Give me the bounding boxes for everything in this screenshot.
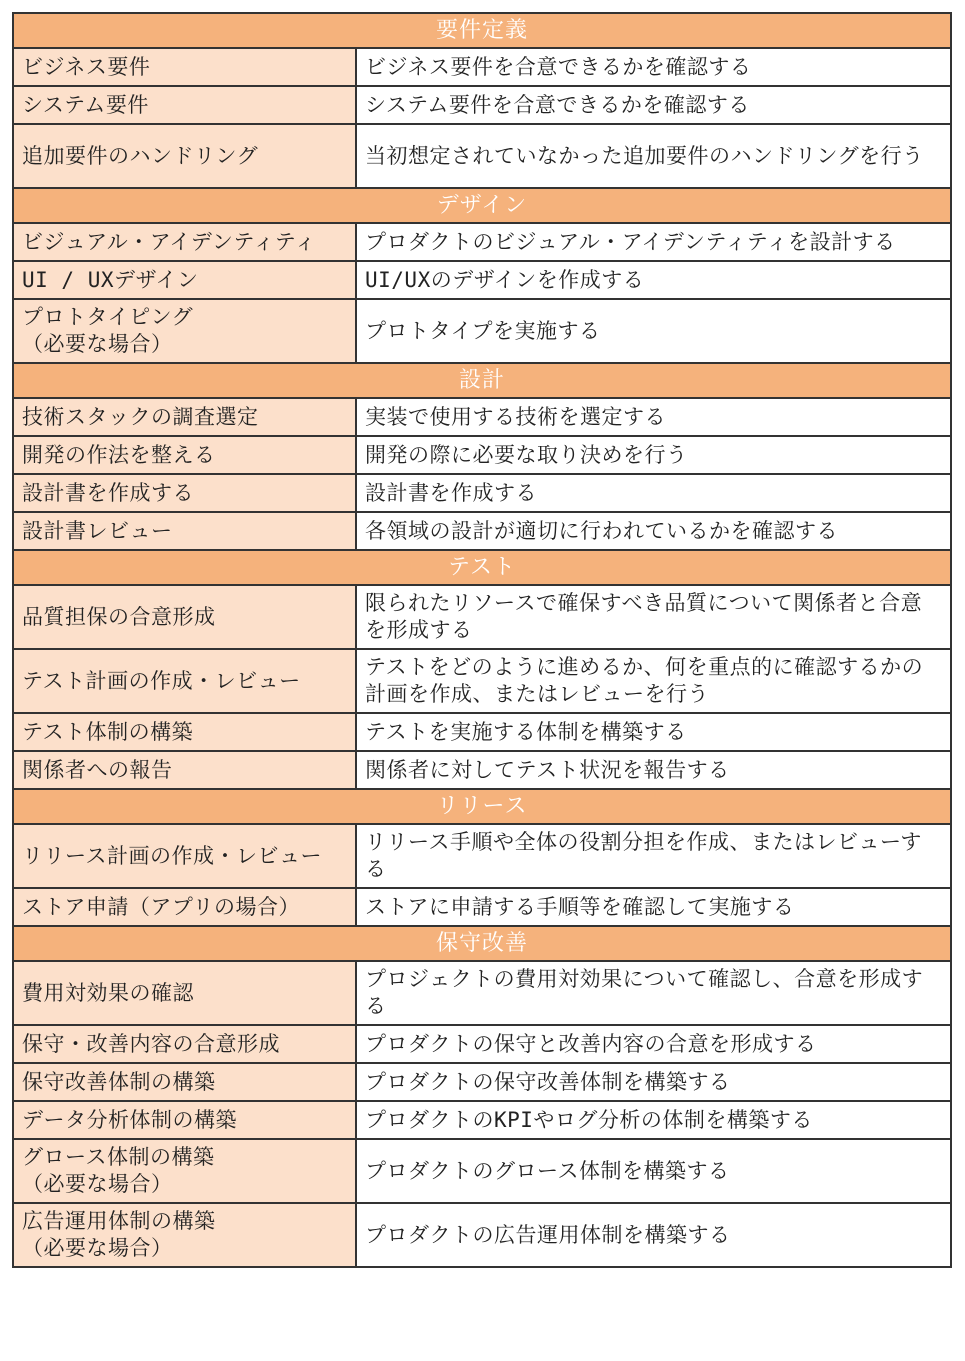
item-cell: 設計書を作成する: [13, 474, 356, 512]
item-cell: テスト体制の構築: [13, 713, 356, 751]
description-cell: プロダクトの保守改善体制を構築する: [356, 1063, 951, 1101]
table-row: [13, 86, 951, 124]
table-row: [13, 751, 951, 789]
description-cell: プロトタイプを実施する: [356, 299, 951, 363]
table-row: [13, 888, 951, 926]
description-cell: プロジェクトの費用対効果について確認し、合意を形成する: [356, 961, 951, 1025]
description-cell: ビジネス要件を合意できるかを確認する: [356, 48, 951, 86]
description-cell: リリース手順や全体の役割分担を作成、またはレビューする: [356, 824, 951, 888]
section-title: テスト: [13, 550, 951, 585]
table-row: [13, 299, 951, 363]
item-cell: 設計書レビュー: [13, 512, 356, 550]
table-row: [13, 649, 951, 713]
table-row: [13, 474, 951, 512]
description-cell: 限られたリソースで確保すべき品質について関係者と合意を形成する: [356, 585, 951, 649]
item-cell: UI / UXデザイン: [13, 261, 356, 299]
description-cell: 実装で使用する技術を選定する: [356, 398, 951, 436]
item-cell: グロース体制の構築 （必要な場合）: [13, 1139, 356, 1203]
item-cell: ビジネス要件: [13, 48, 356, 86]
description-cell: 開発の際に必要な取り決めを行う: [356, 436, 951, 474]
task-table-container: [12, 12, 950, 1268]
section-title: 設計: [13, 363, 951, 398]
description-cell: 関係者に対してテスト状況を報告する: [356, 751, 951, 789]
item-cell: リリース計画の作成・レビュー: [13, 824, 356, 888]
table-row: [13, 48, 951, 86]
description-cell: 当初想定されていなかった追加要件のハンドリングを行う: [356, 124, 951, 188]
section-header: [13, 188, 951, 223]
description-cell: プロダクトのビジュアル・アイデンティティを設計する: [356, 223, 951, 261]
table-row: [13, 436, 951, 474]
item-cell: ストア申請（アプリの場合）: [13, 888, 356, 926]
item-cell: システム要件: [13, 86, 356, 124]
item-cell: 品質担保の合意形成: [13, 585, 356, 649]
table-row: [13, 1063, 951, 1101]
table-row: [13, 223, 951, 261]
description-cell: テストをどのように進めるか、何を重点的に確認するかの計画を作成、またはレビューを行う: [356, 649, 951, 713]
item-cell: 関係者への報告: [13, 751, 356, 789]
section-title: デザイン: [13, 188, 951, 223]
table-row: [13, 398, 951, 436]
description-cell: システム要件を合意できるかを確認する: [356, 86, 951, 124]
section-title: 要件定義: [13, 13, 951, 48]
item-cell: 技術スタックの調査選定: [13, 398, 356, 436]
item-cell: データ分析体制の構築: [13, 1101, 356, 1139]
section-title: リリース: [13, 789, 951, 824]
item-cell: 開発の作法を整える: [13, 436, 356, 474]
item-cell: テスト計画の作成・レビュー: [13, 649, 356, 713]
description-cell: プロダクトの広告運用体制を構築する: [356, 1203, 951, 1267]
table-row: [13, 585, 951, 649]
section-header: [13, 363, 951, 398]
item-cell: プロトタイピング （必要な場合）: [13, 299, 356, 363]
table-row: [13, 124, 951, 188]
table-row: [13, 1139, 951, 1203]
table-row: [13, 961, 951, 1025]
item-cell: 保守・改善内容の合意形成: [13, 1025, 356, 1063]
item-cell: 費用対効果の確認: [13, 961, 356, 1025]
description-cell: プロダクトのグロース体制を構築する: [356, 1139, 951, 1203]
section-title: 保守改善: [13, 926, 951, 961]
description-cell: 設計書を作成する: [356, 474, 951, 512]
task-table: [12, 12, 952, 1268]
table-row: [13, 824, 951, 888]
item-cell: 保守改善体制の構築: [13, 1063, 356, 1101]
section-header: [13, 13, 951, 48]
item-cell: ビジュアル・アイデンティティ: [13, 223, 356, 261]
item-cell: 広告運用体制の構築 （必要な場合）: [13, 1203, 356, 1267]
description-cell: テストを実施する体制を構築する: [356, 713, 951, 751]
description-cell: 各領域の設計が適切に行われているかを確認する: [356, 512, 951, 550]
section-header: [13, 926, 951, 961]
table-row: [13, 261, 951, 299]
description-cell: プロダクトのKPIやログ分析の体制を構築する: [356, 1101, 951, 1139]
table-row: [13, 1203, 951, 1267]
description-cell: ストアに申請する手順等を確認して実施する: [356, 888, 951, 926]
table-row: [13, 1025, 951, 1063]
table-row: [13, 713, 951, 751]
item-cell: 追加要件のハンドリング: [13, 124, 356, 188]
section-header: [13, 789, 951, 824]
section-header: [13, 550, 951, 585]
table-row: [13, 1101, 951, 1139]
description-cell: UI/UXのデザインを作成する: [356, 261, 951, 299]
table-row: [13, 512, 951, 550]
description-cell: プロダクトの保守と改善内容の合意を形成する: [356, 1025, 951, 1063]
